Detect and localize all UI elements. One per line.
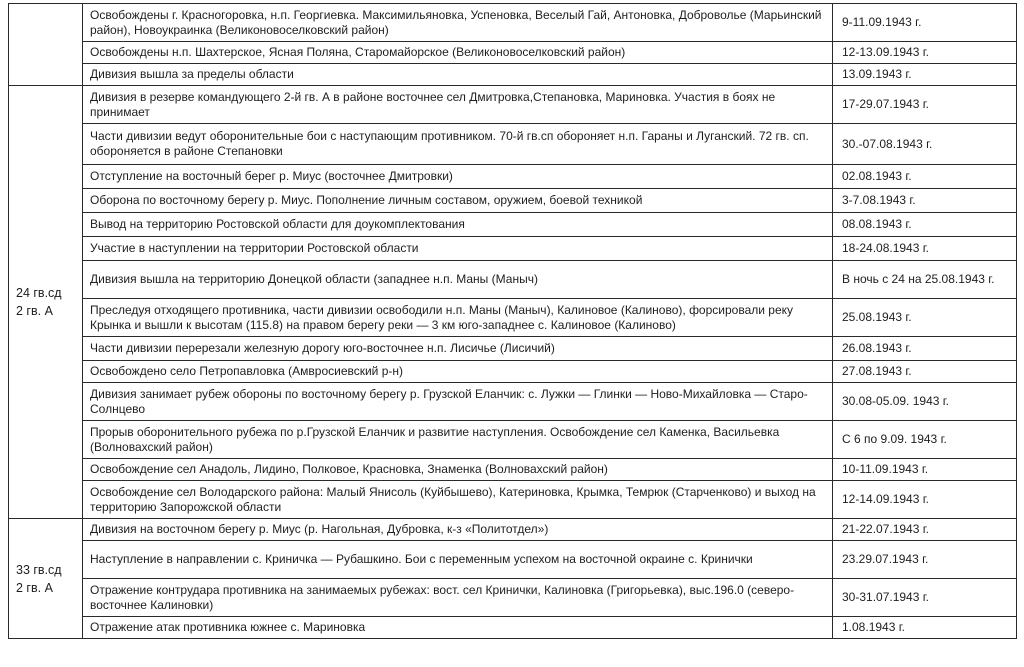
date-cell: 12-14.09.1943 г. [833,481,1017,519]
army-name: 2 гв. А [16,580,53,595]
table-row [9,261,1017,299]
table-row [9,579,1017,617]
event-cell: Отражение контрудара противника на занимаемых рубежах: вост. сел Кринички, Калиновка (Григорьевка), выс.196.0 (северо-восточнее Калиновки) [83,579,833,617]
table-row [9,481,1017,519]
event-cell: Преследуя отходящего противника, части дивизии освободили н.п. Маны (Маныч), Калиновое (Калиново), форсировали реку Крынка и вышли к высотам (115.8) на правом берегу реки — 3 км юго-западнее с. Калиновое (Калиново) [83,299,833,337]
table-row [9,361,1017,383]
event-cell: Освобождены г. Красногоровка, н.п. Георгиевка. Максимильяновка, Успеновка, Веселый Гай, Антоновка, Доброволье (Марьинский район), Новоукраинка (Великоновоселковский район) [83,4,833,42]
table-row [9,383,1017,421]
table-row [9,237,1017,261]
event-cell: Дивизия вышла на территорию Донецкой области (западнее н.п. Маны (Маныч) [83,261,833,299]
date-cell: 30-31.07.1943 г. [833,579,1017,617]
event-cell: Дивизия в резерве командующего 2-й гв. А в районе восточнее сел Дмитровка,Степановка, Мариновка. Участия в боях не принимает [83,86,833,124]
date-cell: 9-11.09.1943 г. [833,4,1017,42]
event-cell: Отражение атак противника южнее с. Мариновка [83,617,833,639]
date-cell: 12-13.09.1943 г. [833,42,1017,64]
event-cell: Освобождение сел Анадоль, Лидино, Полковое, Красновка, Знаменка (Волновахский район) [83,459,833,481]
table-row [9,617,1017,639]
table-row [9,519,1017,541]
date-cell: 08.08.1943 г. [833,213,1017,237]
event-cell: Освобождены н.п. Шахтерское, Ясная Поляна, Старомайорское (Великоновоселковский район) [83,42,833,64]
date-cell: С 6 по 9.09. 1943 г. [833,421,1017,459]
date-cell: 17-29.07.1943 г. [833,86,1017,124]
army-name: 2 гв. А [16,304,53,318]
table-row [9,421,1017,459]
event-cell: Дивизия вышла за пределы области [83,64,833,86]
date-cell: 1.08.1943 г. [833,617,1017,639]
event-cell: Участие в наступлении на территории Ростовской области [83,237,833,261]
date-cell: 10-11.09.1943 г. [833,459,1017,481]
event-cell: Отступление на восточный берег р. Миус (восточнее Дмитровки) [83,165,833,189]
date-cell: 25.08.1943 г. [833,299,1017,337]
table-row [9,189,1017,213]
table-row [9,4,1017,42]
event-cell: Дивизия занимает рубеж обороны по восточному берегу р. Грузской Еланчик: с. Лужки — Глинки — Ново-Михайловка — Старо-Солнцево [83,383,833,421]
event-cell: Части дивизии ведут оборонительные бои с наступающим противником. 70-й гв.сп обороняет н.п. Гараны и Луганский. 72 гв. сп. обороняется в районе Степановки [83,124,833,165]
table-row [9,124,1017,165]
table-row [9,165,1017,189]
table-row [9,213,1017,237]
chronology-table [8,3,1017,639]
document-page [8,3,1016,639]
table-row [9,459,1017,481]
table-row [9,64,1017,86]
table-row [9,42,1017,64]
date-cell: 30.-07.08.1943 г. [833,124,1017,165]
table-row [9,86,1017,124]
unit-name: 33 гв.сд [16,562,62,577]
unit-cell-33-gv-sd [9,519,83,639]
date-cell: 13.09.1943 г. [833,64,1017,86]
event-cell: Части дивизии перерезали железную дорогу юго-восточнее н.п. Лисичье (Лисичий) [83,337,833,361]
event-cell: Прорыв оборонительного рубежа по р.Грузской Еланчик и развитие наступления. Освобождение сел Каменка, Васильевка (Волновахский район) [83,421,833,459]
date-cell: 30.08-05.09. 1943 г. [833,383,1017,421]
event-cell: Освобождение сел Володарского района: Малый Янисоль (Куйбышево), Катериновка, Крымка, Темрюк (Старченково) и выход на территорию Запорожской области [83,481,833,519]
event-cell: Освобождено село Петропавловка (Амвросиевский р-н) [83,361,833,383]
date-cell: В ночь с 24 на 25.08.1943 г. [833,261,1017,299]
date-cell: 27.08.1943 г. [833,361,1017,383]
event-cell: Вывод на территорию Ростовской области для доукомплектования [83,213,833,237]
unit-cell [9,4,83,86]
unit-cell-24-gv-sd [9,86,83,519]
event-cell: Оборона по восточному берегу р. Миус. Пополнение личным составом, оружием, боевой техникой [83,189,833,213]
table-row [9,541,1017,579]
event-cell: Дивизия на восточном берегу р. Миус (р. Нагольная, Дубровка, к-з «Политотдел») [83,519,833,541]
event-cell: Наступление в направлении с. Криничка — Рубашкино. Бои с переменным успехом на восточной окраине с. Кринички [83,541,833,579]
date-cell: 21-22.07.1943 г. [833,519,1017,541]
date-cell: 3-7.08.1943 г. [833,189,1017,213]
date-cell: 26.08.1943 г. [833,337,1017,361]
date-cell: 02.08.1943 г. [833,165,1017,189]
date-cell: 23.29.07.1943 г. [833,541,1017,579]
table-row [9,337,1017,361]
date-cell: 18-24.08.1943 г. [833,237,1017,261]
unit-name: 24 гв.сд [16,286,62,300]
table-row [9,299,1017,337]
